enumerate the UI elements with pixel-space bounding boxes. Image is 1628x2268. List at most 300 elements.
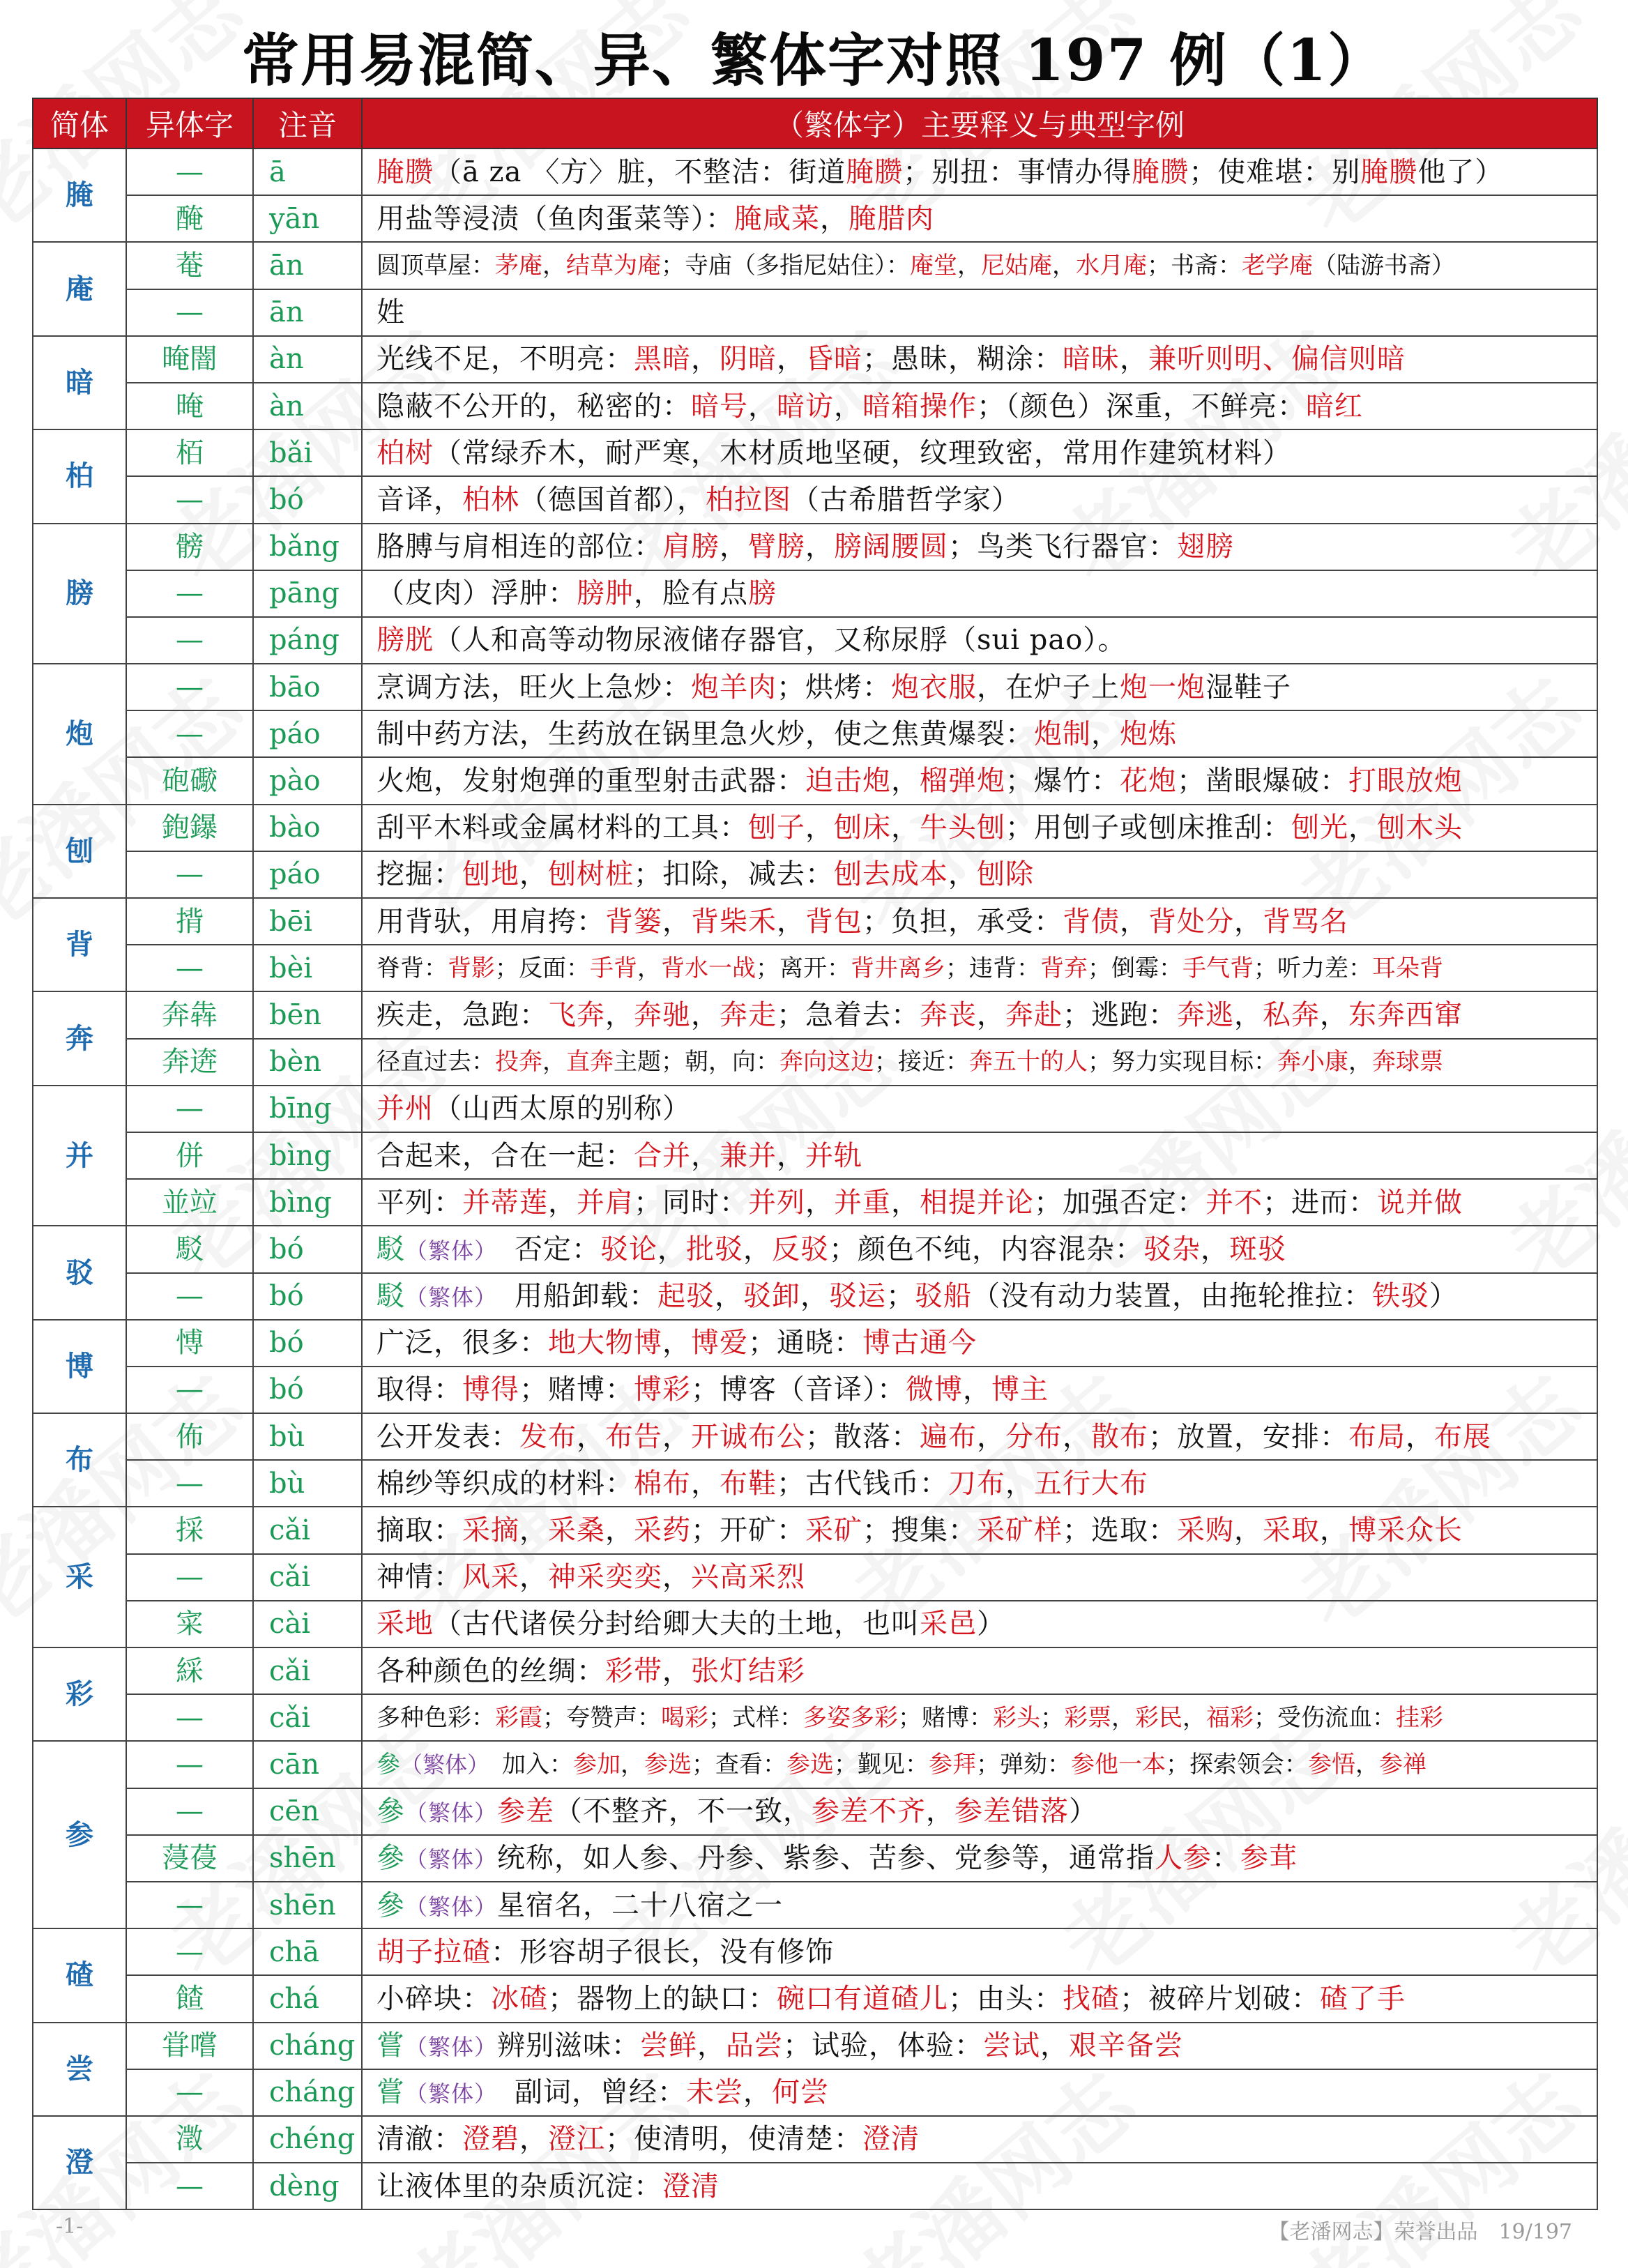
- example-term: 翅膀: [1177, 531, 1234, 563]
- example-term: 暗访: [777, 390, 834, 423]
- meaning-text: ：: [1212, 1842, 1241, 1875]
- example-term: 膀: [748, 577, 777, 610]
- example-term: 刨子: [748, 812, 805, 844]
- traditional-char: 參: [376, 1795, 405, 1828]
- meaning-text: ；颜色不纯，内容混杂：: [829, 1233, 1144, 1265]
- variant-char: 澂: [126, 2116, 253, 2163]
- simplified-char: 膀: [33, 524, 126, 664]
- meaning-text: 让液体里的杂质沉淀：: [376, 2170, 662, 2202]
- example-term: 并州: [376, 1093, 434, 1125]
- meaning-cell: [362, 805, 1597, 851]
- example-term: 背处分: [1148, 905, 1234, 938]
- example-term: 榴弹炮: [920, 765, 1005, 798]
- meaning-text: ，: [1406, 1420, 1434, 1453]
- meaning-text: ，: [542, 1048, 566, 1076]
- variant-char: 並竝: [126, 1179, 253, 1226]
- meaning-text: 统称，如人参、丹参、紫参、苦参、党参等，通常指: [497, 1842, 1155, 1875]
- table-row: [33, 336, 1597, 383]
- meaning-text: ，: [891, 1186, 920, 1219]
- example-term: 暗号: [691, 390, 748, 423]
- example-term: 艰辛备尝: [1069, 2030, 1184, 2062]
- example-term: 奔走: [720, 998, 777, 1031]
- example-term: 柏拉图: [706, 483, 791, 516]
- variant-char: 甞嚐: [126, 2023, 253, 2069]
- example-term: 黑暗: [634, 343, 691, 376]
- example-term: 刨地: [462, 858, 519, 891]
- table-row: [33, 383, 1597, 429]
- example-term: 澄清: [662, 2170, 720, 2202]
- table-row: [33, 1554, 1597, 1601]
- pinyin: bù: [253, 1413, 362, 1460]
- meaning-text: ，: [1120, 343, 1148, 376]
- example-term: 炮衣服: [891, 671, 977, 703]
- example-term: 奔丧: [920, 998, 977, 1031]
- example-term: 铁驳: [1372, 1280, 1430, 1313]
- example-term: 背弃: [1040, 954, 1088, 982]
- meaning-text: 棉纱等织成的材料：: [376, 1467, 634, 1500]
- example-term: 合并: [634, 1139, 691, 1172]
- meaning-text: 音译，: [376, 483, 462, 516]
- example-term: 背债: [1063, 905, 1120, 938]
- variant-char: 餷: [126, 1975, 253, 2022]
- example-term: 腌臜: [1132, 155, 1189, 188]
- meaning-cell: [362, 149, 1597, 195]
- example-term: 发布: [519, 1420, 577, 1453]
- meaning-text: 隐蔽不公开的，秘密的：: [376, 390, 691, 423]
- meaning-text: ，: [963, 1373, 991, 1406]
- meaning-text: ，: [1355, 1750, 1380, 1779]
- meaning-text: ，: [662, 1654, 691, 1687]
- variant-char: —: [126, 1367, 253, 1413]
- meaning-text: ：形容胡子很长，没有修饰: [491, 1935, 834, 1968]
- pinyin: cháng: [253, 2023, 362, 2069]
- meaning-text: ，: [805, 812, 834, 844]
- meaning-text: （德国首都），: [519, 483, 706, 516]
- meaning-text: 圆顶草屋：: [376, 251, 495, 280]
- variant-char: —: [126, 570, 253, 617]
- example-term: 炮制: [1034, 717, 1091, 750]
- meaning-text: ，: [662, 1420, 691, 1453]
- simplified-char: 奔: [33, 991, 126, 1085]
- meaning-text: ，: [777, 905, 805, 938]
- example-term: 碗口有道碴儿: [777, 1982, 948, 2015]
- table-row: [33, 1320, 1597, 1367]
- meaning-text: 合起来，合在一起：: [376, 1139, 634, 1172]
- header-jianti: 简体: [33, 98, 126, 149]
- pinyin: bìng: [253, 1132, 362, 1179]
- table-row: [33, 2069, 1597, 2116]
- meaning-text: ，: [697, 2030, 726, 2062]
- example-term: 批驳: [686, 1233, 744, 1265]
- example-term: 找碴: [1063, 1982, 1120, 2015]
- meaning-cell: [362, 1928, 1597, 1975]
- meaning-text: ；使难堪：别: [1189, 155, 1361, 188]
- example-term: 迫击炮: [805, 765, 891, 798]
- meaning-text: 胳膊与肩相连的部位：: [376, 531, 662, 563]
- variant-char: 駁: [126, 1226, 253, 1272]
- meaning-text: ；赌博：: [519, 1373, 634, 1406]
- pinyin: cǎi: [253, 1647, 362, 1694]
- example-term: 奔驰: [634, 998, 691, 1031]
- pinyin: yān: [253, 195, 362, 242]
- meaning-text: 火炮，发射炮弹的重型射击武器：: [376, 765, 805, 798]
- variant-char: —: [126, 851, 253, 898]
- example-term: 驳卸: [743, 1280, 801, 1313]
- meaning-text: 用盐等浸渍（鱼肉蛋菜等）：: [376, 202, 734, 235]
- meaning-text: 疾走，急跑：: [376, 998, 548, 1031]
- meaning-text: ，: [662, 1327, 691, 1360]
- pinyin: páng: [253, 617, 362, 664]
- meaning-text: ，: [662, 905, 691, 938]
- pinyin: bēi: [253, 898, 362, 945]
- variant-char: 綵: [126, 1647, 253, 1694]
- meaning-text: ，: [1052, 251, 1076, 280]
- meaning-text: ，: [657, 1233, 687, 1265]
- meaning-text: 主题；朝，向：: [614, 1048, 779, 1076]
- example-term: 炮一炮: [1120, 671, 1205, 703]
- pinyin: chéng: [253, 2116, 362, 2163]
- meaning-text: ，: [1320, 1514, 1348, 1547]
- example-term: 参选: [786, 1750, 835, 1779]
- table-row: [33, 617, 1597, 664]
- pinyin: chá: [253, 1975, 362, 2022]
- example-term: 背影: [448, 954, 495, 982]
- meaning-cell: [362, 1179, 1597, 1226]
- pinyin: ān: [253, 242, 362, 289]
- meaning-cell: [362, 1367, 1597, 1413]
- meaning-text: ；器物上的缺口：: [548, 1982, 777, 2015]
- example-term: 阴暗: [720, 343, 777, 376]
- traditional-tag: （繁体）: [405, 1284, 487, 1311]
- example-term: 采矿: [805, 1514, 862, 1547]
- example-term: 人参: [1155, 1842, 1212, 1875]
- meaning-text: 取得：: [376, 1373, 462, 1406]
- meaning-text: ；鸟类飞行器官：: [948, 531, 1177, 563]
- variant-char: —: [126, 1273, 253, 1320]
- meaning-cell: [362, 2069, 1597, 2116]
- meaning-text: 神情：: [376, 1561, 462, 1594]
- traditional-tag: （繁体）: [405, 1799, 498, 1827]
- example-term: 参禅: [1379, 1750, 1427, 1779]
- pinyin: bèi: [253, 945, 362, 991]
- example-term: 采摘: [462, 1514, 519, 1547]
- meaning-cell: [362, 710, 1597, 757]
- traditional-char: 參: [376, 1842, 405, 1875]
- simplified-char: 布: [33, 1413, 126, 1507]
- simplified-char: 背: [33, 898, 126, 991]
- pinyin: bèn: [253, 1039, 362, 1086]
- meaning-cell: [362, 383, 1597, 429]
- meaning-text: ；烘烤：: [777, 671, 891, 703]
- meaning-text: 制中药方法，生药放在锅里急火炒，使之焦黄爆裂：: [376, 717, 1034, 750]
- meaning-text: （没有动力装置，由拖轮推拉：: [972, 1280, 1373, 1313]
- meaning-text: 广泛，很多：: [376, 1327, 548, 1360]
- example-term: 采矿样: [977, 1514, 1063, 1547]
- example-term: 驳船: [915, 1280, 973, 1313]
- traditional-char: 嘗: [376, 2030, 405, 2062]
- example-term: 奔向这边: [779, 1048, 874, 1076]
- meaning-text: ，: [1063, 1420, 1091, 1453]
- example-term: 奔赴: [1005, 998, 1063, 1031]
- example-term: 布告: [605, 1420, 662, 1453]
- meaning-text: （不整齐，不一致，: [554, 1795, 812, 1828]
- pinyin: àn: [253, 336, 362, 383]
- example-term: 兼并: [720, 1139, 777, 1172]
- example-term: 未尝: [686, 2076, 744, 2109]
- example-term: 博采众长: [1348, 1514, 1463, 1547]
- pinyin: àn: [253, 383, 362, 429]
- example-term: 并轨: [805, 1139, 862, 1172]
- meaning-cell: [362, 195, 1597, 242]
- meaning-cell: [362, 1320, 1597, 1367]
- example-term: 刨床: [834, 812, 891, 844]
- example-term: 博古通今: [862, 1327, 977, 1360]
- traditional-tag: （繁体）: [405, 1893, 498, 1920]
- meaning-text: ，: [1348, 1048, 1372, 1076]
- example-term: 驳杂: [1143, 1233, 1201, 1265]
- example-term: 奔逃: [1177, 998, 1234, 1031]
- example-term: 并重: [834, 1186, 891, 1219]
- pinyin: bó: [253, 1273, 362, 1320]
- table-row: [33, 1039, 1597, 1086]
- example-term: 奔球票: [1372, 1048, 1443, 1076]
- meaning-text: ；同时：: [634, 1186, 748, 1219]
- variant-char: —: [126, 1928, 253, 1975]
- pinyin: páo: [253, 710, 362, 757]
- example-term: 炮羊肉: [691, 671, 777, 703]
- meaning-cell: [362, 991, 1597, 1038]
- table-row: [33, 289, 1597, 336]
- simplified-char: 碴: [33, 1928, 126, 2022]
- meaning-text: ；受伤流血：: [1254, 1703, 1396, 1732]
- table-row: [33, 1835, 1597, 1882]
- simplified-char: 刨: [33, 805, 126, 898]
- table-row: [33, 570, 1597, 617]
- example-term: 何尝: [772, 2076, 830, 2109]
- example-term: 博得: [462, 1373, 519, 1406]
- meaning-text: ）: [1069, 1795, 1098, 1828]
- meaning-text: ，: [977, 998, 1005, 1031]
- example-term: 水月庵: [1076, 251, 1147, 280]
- example-term: 采邑: [920, 1608, 977, 1641]
- meaning-cell: [362, 1273, 1597, 1320]
- table-header-row: [33, 98, 1597, 149]
- meaning-text: ，: [743, 2076, 773, 2109]
- meaning-text: ；古代钱币：: [777, 1467, 948, 1500]
- meaning-cell: [362, 570, 1597, 617]
- table-row: [33, 195, 1597, 242]
- meaning-text: ，: [800, 1280, 830, 1313]
- meaning-text: ；: [886, 1280, 915, 1313]
- meaning-text: 挖掘：: [376, 858, 462, 891]
- meaning-text: ；选取：: [1063, 1514, 1177, 1547]
- pinyin: chā: [253, 1928, 362, 1975]
- example-term: 参加: [573, 1750, 621, 1779]
- meaning-text: ；寺庙（多指尼姑住）：: [661, 251, 910, 280]
- pinyin: bào: [253, 805, 362, 851]
- traditional-tag: （繁体）: [400, 1751, 479, 1778]
- table-row: [33, 2023, 1597, 2069]
- variant-char: —: [126, 710, 253, 757]
- example-term: 膀肿: [577, 577, 634, 610]
- meaning-text: 摘取：: [376, 1514, 462, 1547]
- example-term: 暗昧: [1063, 343, 1120, 376]
- example-term: 老学庵: [1242, 251, 1313, 280]
- variant-char: 採: [126, 1507, 253, 1553]
- meaning-text: ，: [542, 251, 566, 280]
- meaning-text: ；书斋：: [1147, 251, 1242, 280]
- example-term: 茅庵: [495, 251, 542, 280]
- example-term: 参他一本: [1071, 1750, 1166, 1779]
- pinyin: bù: [253, 1460, 362, 1507]
- table-row: [33, 1882, 1597, 1928]
- example-term: 布局: [1348, 1420, 1406, 1453]
- example-term: 彩票: [1064, 1703, 1111, 1732]
- meaning-text: 副词，曾经：: [486, 2076, 687, 2109]
- example-term: 彩民: [1135, 1703, 1182, 1732]
- pinyin: cān: [253, 1741, 362, 1788]
- variant-char: 菴: [126, 242, 253, 289]
- meaning-text: ；开矿：: [691, 1514, 805, 1547]
- pinyin: cǎi: [253, 1554, 362, 1601]
- traditional-char: 嘗: [376, 2076, 405, 2109]
- variant-char: 佈: [126, 1413, 253, 1460]
- pinyin: páo: [253, 851, 362, 898]
- meaning-text: 姓: [376, 296, 405, 329]
- example-term: 澄江: [548, 2123, 605, 2156]
- pinyin: cǎi: [253, 1694, 362, 1741]
- pinyin: bāo: [253, 664, 362, 710]
- variant-char: 揹: [126, 898, 253, 945]
- meaning-text: ，: [605, 998, 634, 1031]
- example-term: 冰碴: [491, 1982, 548, 2015]
- page-title: 常用易混简、异、繁体字对照 197 例（1）: [241, 27, 1387, 94]
- pinyin: pào: [253, 757, 362, 804]
- simplified-char: 尝: [33, 2023, 126, 2116]
- simplified-char: 炮: [33, 664, 126, 805]
- table-row: [33, 1601, 1597, 1647]
- example-term: 博主: [991, 1373, 1049, 1406]
- pinyin: cēn: [253, 1788, 362, 1835]
- example-term: 飞奔: [548, 998, 605, 1031]
- meaning-text: （山西太原的别称）: [434, 1093, 691, 1125]
- meaning-text: ；加强否定：: [1034, 1186, 1205, 1219]
- example-term: 花炮: [1120, 765, 1177, 798]
- pinyin: cháng: [253, 2069, 362, 2116]
- pinyin: cài: [253, 1601, 362, 1647]
- meaning-text: ，: [834, 390, 862, 423]
- meaning-text: ；通晓：: [748, 1327, 862, 1360]
- meaning-cell: [362, 1647, 1597, 1694]
- table-row: [33, 1179, 1597, 1226]
- meaning-cell: [362, 2163, 1597, 2209]
- example-term: 采桑: [548, 1514, 605, 1547]
- meaning-text: ；听力差：: [1254, 954, 1372, 982]
- meaning-text: 加入：: [478, 1750, 574, 1779]
- example-term: 兴高采烈: [691, 1561, 805, 1594]
- meaning-text: ，: [605, 1514, 634, 1547]
- example-term: 并蒂莲: [462, 1186, 548, 1219]
- variant-char: 併: [126, 1132, 253, 1179]
- meaning-text: ，: [977, 1420, 1005, 1453]
- example-term: 刨光: [1291, 812, 1348, 844]
- meaning-text: 否定：: [486, 1233, 601, 1265]
- example-term: 并肩: [577, 1186, 634, 1219]
- meaning-text: ，: [1234, 905, 1263, 938]
- meaning-text: （常绿乔木，耐严寒，木材质地坚硬，纹理致密，常用作建筑材料）: [434, 436, 1291, 469]
- variant-char: —: [126, 1694, 253, 1741]
- footer-credit: 【老潘网志】荣誉出品 19/197: [1268, 2220, 1572, 2244]
- meaning-text: ，: [926, 1795, 955, 1828]
- table-row: [33, 429, 1597, 476]
- example-term: 说并做: [1377, 1186, 1463, 1219]
- meaning-text: ，: [637, 954, 661, 982]
- table-body: [33, 149, 1597, 2209]
- meaning-text: ；急着去：: [777, 998, 920, 1031]
- meaning-text: 各种颜色的丝绸：: [376, 1654, 605, 1687]
- meaning-text: 星宿名，二十八宿之一: [497, 1889, 784, 1921]
- example-term: 庵堂: [910, 251, 957, 280]
- example-term: 参拜: [929, 1750, 977, 1779]
- table-row: [33, 1413, 1597, 1460]
- variant-char: 奔逩: [126, 1039, 253, 1086]
- example-term: 相提并论: [920, 1186, 1034, 1219]
- example-term: 散布: [1091, 1420, 1148, 1453]
- example-term: 背篓: [605, 905, 662, 938]
- meaning-cell: [362, 1226, 1597, 1272]
- table-row: [33, 1460, 1597, 1507]
- meaning-text: ；放置，安排：: [1148, 1420, 1348, 1453]
- traditional-char: 參: [376, 1750, 400, 1779]
- example-term: 喝彩: [661, 1703, 708, 1732]
- example-term: 采药: [634, 1514, 691, 1547]
- example-term: 参选: [644, 1750, 692, 1779]
- table-row: [33, 1788, 1597, 1835]
- meaning-text: ，: [777, 343, 805, 376]
- meaning-text: ；接近：: [874, 1048, 969, 1076]
- example-term: 澄碧: [462, 2123, 519, 2156]
- meaning-text: ）: [1429, 1280, 1459, 1313]
- table-row: [33, 476, 1597, 523]
- simplified-char: 采: [33, 1507, 126, 1647]
- pinyin: bìng: [253, 1179, 362, 1226]
- meaning-cell: [362, 336, 1597, 383]
- example-term: 刀布: [948, 1467, 1005, 1500]
- meaning-text: ；被碎片划破：: [1120, 1982, 1320, 2015]
- meaning-text: 清澈：: [376, 2123, 462, 2156]
- meaning-text: 湿鞋子: [1205, 671, 1291, 703]
- meaning-text: ；博客（音译）：: [691, 1373, 906, 1406]
- example-term: 采取: [1263, 1514, 1320, 1547]
- meaning-text: ，: [577, 1420, 605, 1453]
- simplified-char: 驳: [33, 1226, 126, 1319]
- header-meaning: （繁体字）主要释义与典型字例: [362, 98, 1597, 149]
- meaning-cell: [362, 289, 1597, 336]
- example-term: 刨树桩: [548, 858, 634, 891]
- example-term: 投奔: [495, 1048, 542, 1076]
- example-term: 腌臜: [1360, 155, 1418, 188]
- meaning-text: ，: [1201, 1233, 1230, 1265]
- meaning-text: ，: [1091, 717, 1120, 750]
- meaning-text: ，: [720, 531, 748, 563]
- meaning-cell: [362, 2023, 1597, 2069]
- example-term: 柏林: [462, 483, 519, 516]
- example-term: 尝试: [983, 2030, 1041, 2062]
- variant-char: —: [126, 1788, 253, 1835]
- variant-char: —: [126, 617, 253, 664]
- meaning-text: ，: [691, 1139, 720, 1172]
- meaning-text: （皮肉）浮肿：: [376, 577, 577, 610]
